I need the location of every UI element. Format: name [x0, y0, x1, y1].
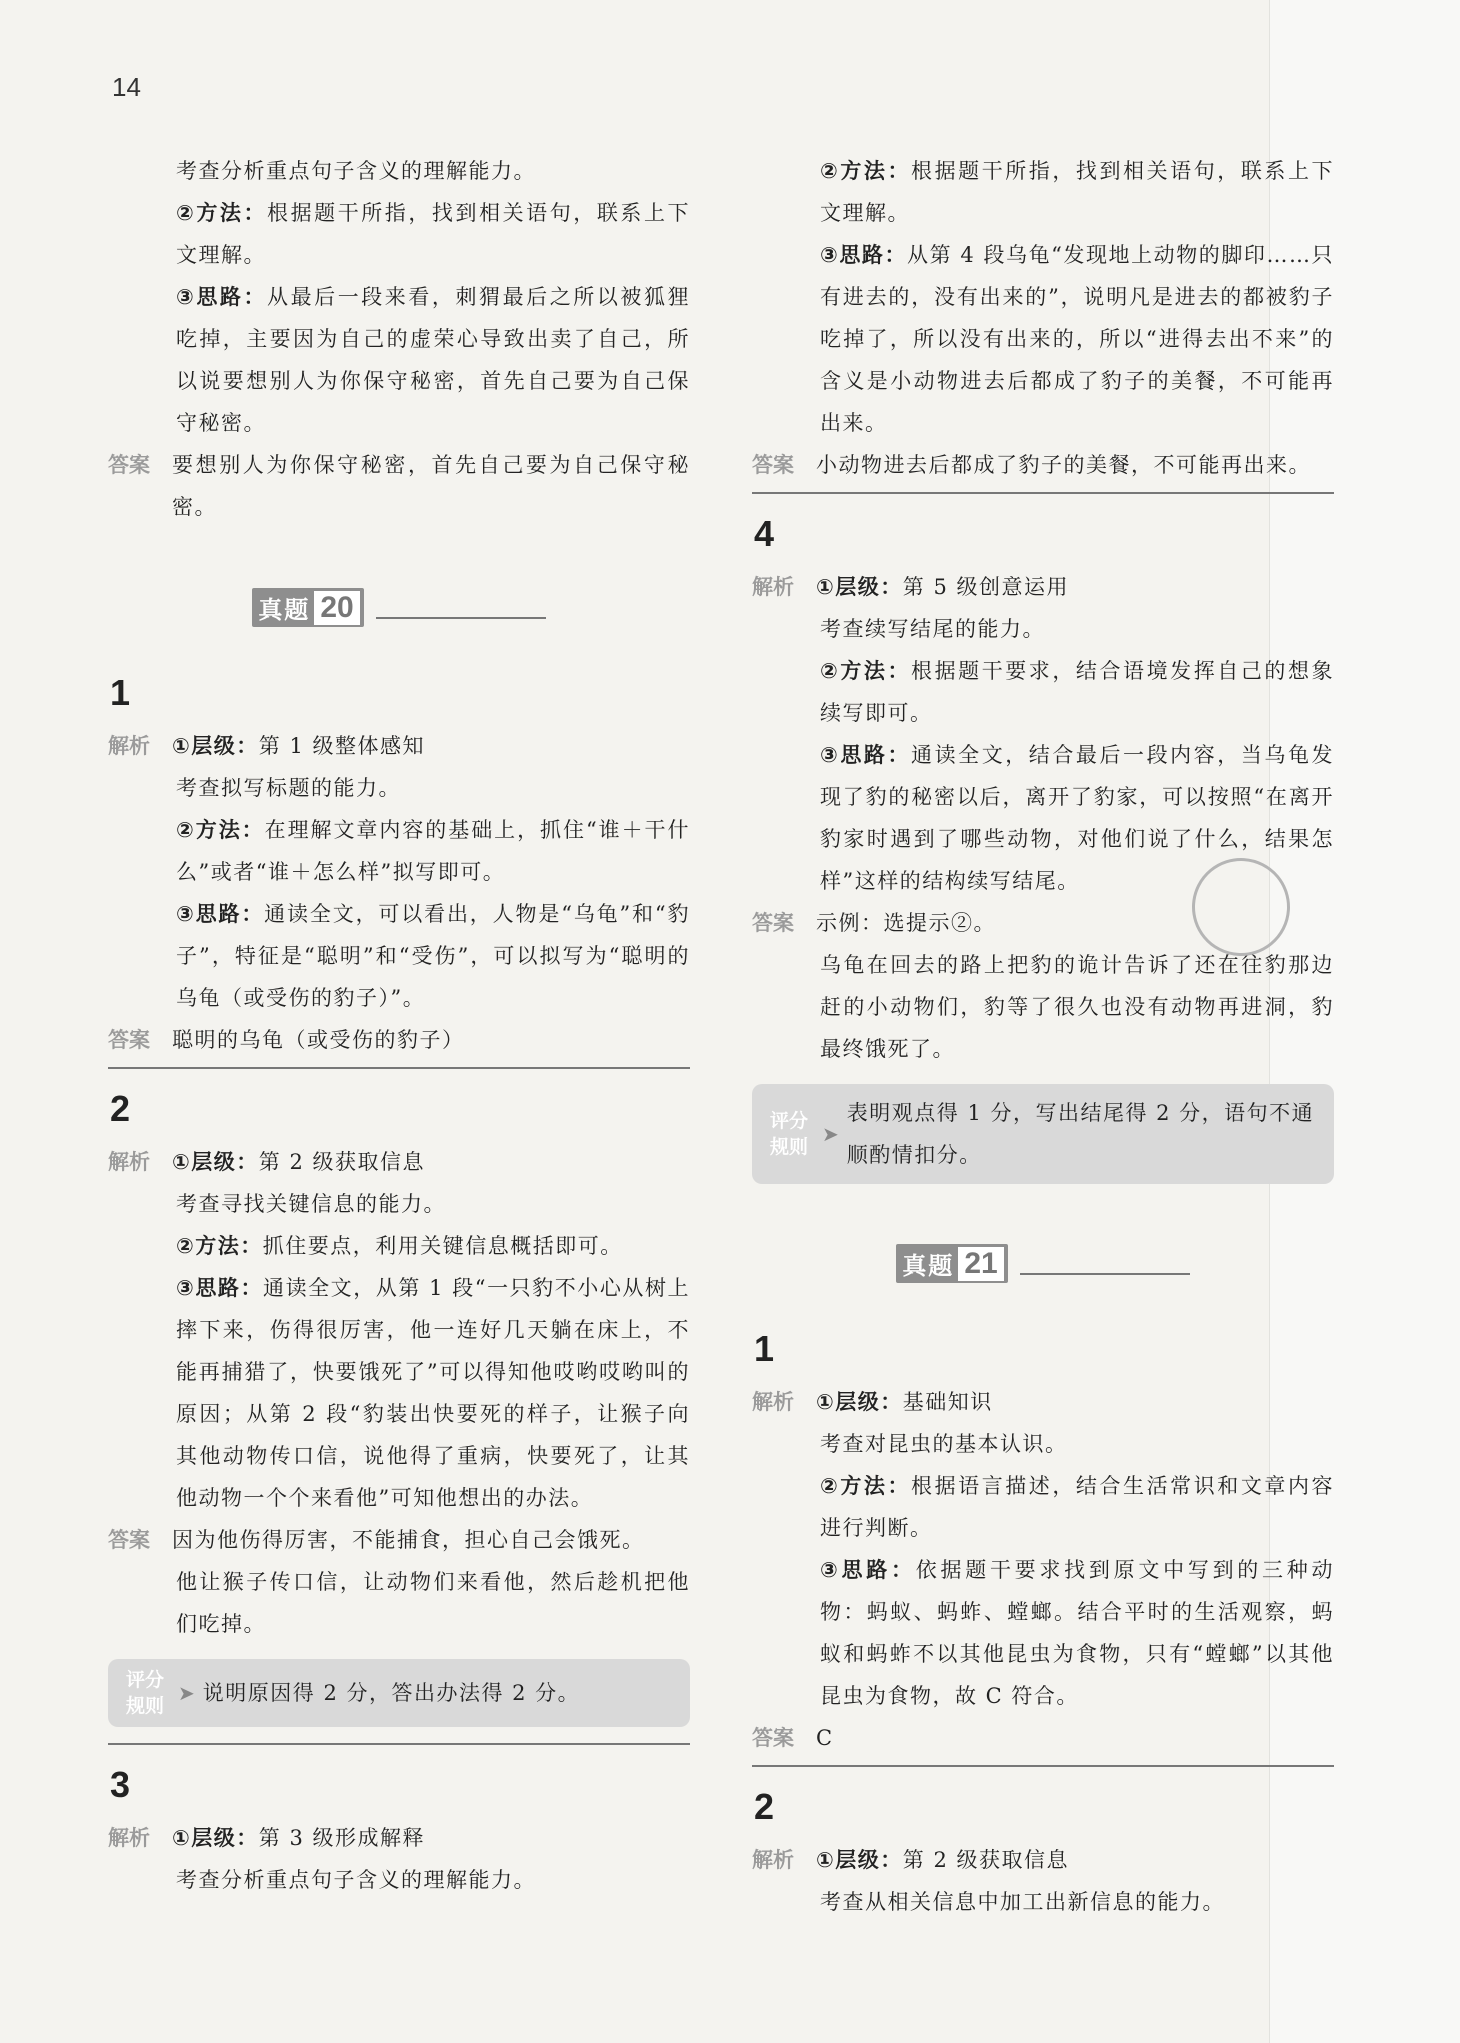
- question-number: 3: [110, 1764, 131, 1805]
- divider: [108, 1743, 690, 1745]
- answer-row: 答案 示例：选提示②。: [752, 911, 996, 935]
- arrow-right-icon: ➤: [178, 1681, 195, 1705]
- analysis-idea: ③思路：从第 4 段乌龟“发现地上动物的脚印……只有进去的，没有出来的”，说明凡是进去的都被豹子吃掉了，所以没有出来的，所以“进得去出不来”的含义是小动物进去后都成了豹子的美餐，不可能再出来。: [820, 243, 1334, 435]
- analysis-idea: ③思路：通读全文，结合最后一段内容，当乌龟发现了豹的秘密以后，离开了豹家，可以按照“在离开豹家时遇到了哪些动物，对他们说了什么，结果怎样”这样的结构续写结尾。: [820, 743, 1335, 893]
- answer-continued: 乌龟在回去的路上把豹的诡计告诉了还在往豹那边赶的小动物们，豹等了很久也没有动物再进洞，豹最终饿死了。: [820, 953, 1334, 1061]
- scoring-rule-text: 表明观点得 1 分，写出结尾得 2 分，语句不通顺酌情扣分。: [846, 1101, 1315, 1167]
- analysis-idea: ③思路：依据题干要求找到原文中写到的三种动物：蚂蚁、蚂蚱、螳螂。结合平时的生活观察，蚂蚁和蚂蚱不以其他昆虫为食物，只有“螳螂”以其他昆虫为食物，故 C 符合。: [820, 1558, 1335, 1708]
- arrow-right-icon: ➤: [822, 1122, 839, 1146]
- question-number: 1: [110, 672, 131, 713]
- analysis-level: 解析 ①层级：第 1 级整体感知: [108, 734, 425, 758]
- scoring-rule-box: [752, 1084, 1334, 1184]
- divider: [752, 492, 1334, 494]
- question-number: 2: [754, 1786, 775, 1827]
- analysis-idea: ③思路：从最后一段来看，刺猬最后之所以被狐狸吃掉，主要因为自己的虚荣心导致出卖了自己，所以说要想别人为你保守秘密，首先自己要为自己保守秘密。: [176, 285, 691, 435]
- analysis-intro: 考查对昆虫的基本认识。: [820, 1432, 1068, 1456]
- answer-tag: 答案: [108, 453, 150, 477]
- analysis-intro: 考查续写结尾的能力。: [820, 617, 1045, 641]
- section-heading-21: 真题 21: [752, 1244, 1334, 1283]
- scoring-rule-box: [108, 1659, 690, 1727]
- analysis-method: ②方法：根据题干要求，结合语境发挥自己的想象续写即可。: [820, 659, 1335, 725]
- analysis-level: 解析 ①层级：第 5 级创意运用: [752, 575, 1069, 599]
- analysis-idea: ③思路：通读全文，可以看出，人物是“乌龟”和“豹子”，特征是“聪明”和“受伤”，可以拟写为“聪明的乌龟（或受伤的豹子）”。: [176, 902, 690, 1010]
- analysis-method: ②方法：在理解文章内容的基础上，抓住“谁＋干什么”或者“谁＋怎么样”拟写即可。: [176, 818, 691, 884]
- question-number: 4: [754, 513, 775, 554]
- scoring-rule-text: 说明原因得 2 分，答出办法得 2 分。: [202, 1681, 581, 1705]
- analysis-intro: 考查分析重点句子含义的理解能力。: [176, 1868, 536, 1892]
- question-number: 1: [754, 1328, 775, 1369]
- answer-row: 答案 聪明的乌龟（或受伤的豹子）: [108, 1028, 465, 1052]
- analysis-level: 解析 ①层级：第 2 级获取信息: [752, 1848, 1069, 1872]
- answer-continued: 他让猴子传口信，让动物们来看他，然后趁机把他们吃掉。: [176, 1570, 690, 1636]
- analysis-method: ②方法：根据语言描述，结合生活常识和文章内容进行判断。: [820, 1474, 1335, 1540]
- analysis-intro: 考查分析重点句子含义的理解能力。: [176, 159, 536, 183]
- divider: [752, 1765, 1334, 1767]
- analysis-method: ②方法：根据题干所指，找到相关语句，联系上下文理解。: [176, 201, 691, 267]
- analysis-intro: 考查寻找关键信息的能力。: [176, 1192, 446, 1216]
- analysis-method: ②方法：抓住要点，利用关键信息概括即可。: [176, 1234, 623, 1258]
- scoring-rule-label: 评分 规则: [125, 1669, 164, 1717]
- answer-row: 答案 C: [752, 1726, 834, 1750]
- answer-row: 答案 要想别人为你保守秘密，首先自己要为自己保守秘密。: [108, 444, 690, 528]
- analysis-level: 解析 ①层级：第 3 级形成解释: [108, 1826, 425, 1850]
- scoring-rule-label: 评分 规则: [769, 1110, 808, 1158]
- question-number: 2: [110, 1088, 131, 1129]
- answer-row: 答案 小动物进去后都成了豹子的美餐，不可能再出来。: [752, 453, 1311, 477]
- left-column: [108, 150, 690, 1901]
- analysis-level: 解析 ①层级：第 2 级获取信息: [108, 1150, 425, 1174]
- section-heading-20: 真题 20: [108, 588, 690, 627]
- analysis-method: ②方法：根据题干所指，找到相关语句，联系上下文理解。: [820, 159, 1335, 225]
- analysis-intro: 考查从相关信息中加工出新信息的能力。: [820, 1890, 1225, 1914]
- page-number: 14: [112, 72, 141, 102]
- divider: [108, 1067, 690, 1069]
- analysis-idea: ③思路：通读全文，从第 1 段“一只豹不小心从树上摔下来，伤得很厉害，他一连好几天躺在床上，不能再捕猎了，快要饿死了”可以得知他哎哟哎哟叫的原因；从第 2 段“豹装出快要死的样子，让猴子向其他动物传口信，说他得了重病，快要死了，让其他动物一个个来看他”可知他想出的办法。: [176, 1276, 691, 1510]
- right-column: [752, 150, 1334, 1923]
- analysis-intro: 考查拟写标题的能力。: [176, 776, 401, 800]
- answer-row: 答案 因为他伤得厉害，不能捕食，担心自己会饿死。: [108, 1528, 645, 1552]
- analysis-level: 解析 ①层级：基础知识: [752, 1390, 993, 1414]
